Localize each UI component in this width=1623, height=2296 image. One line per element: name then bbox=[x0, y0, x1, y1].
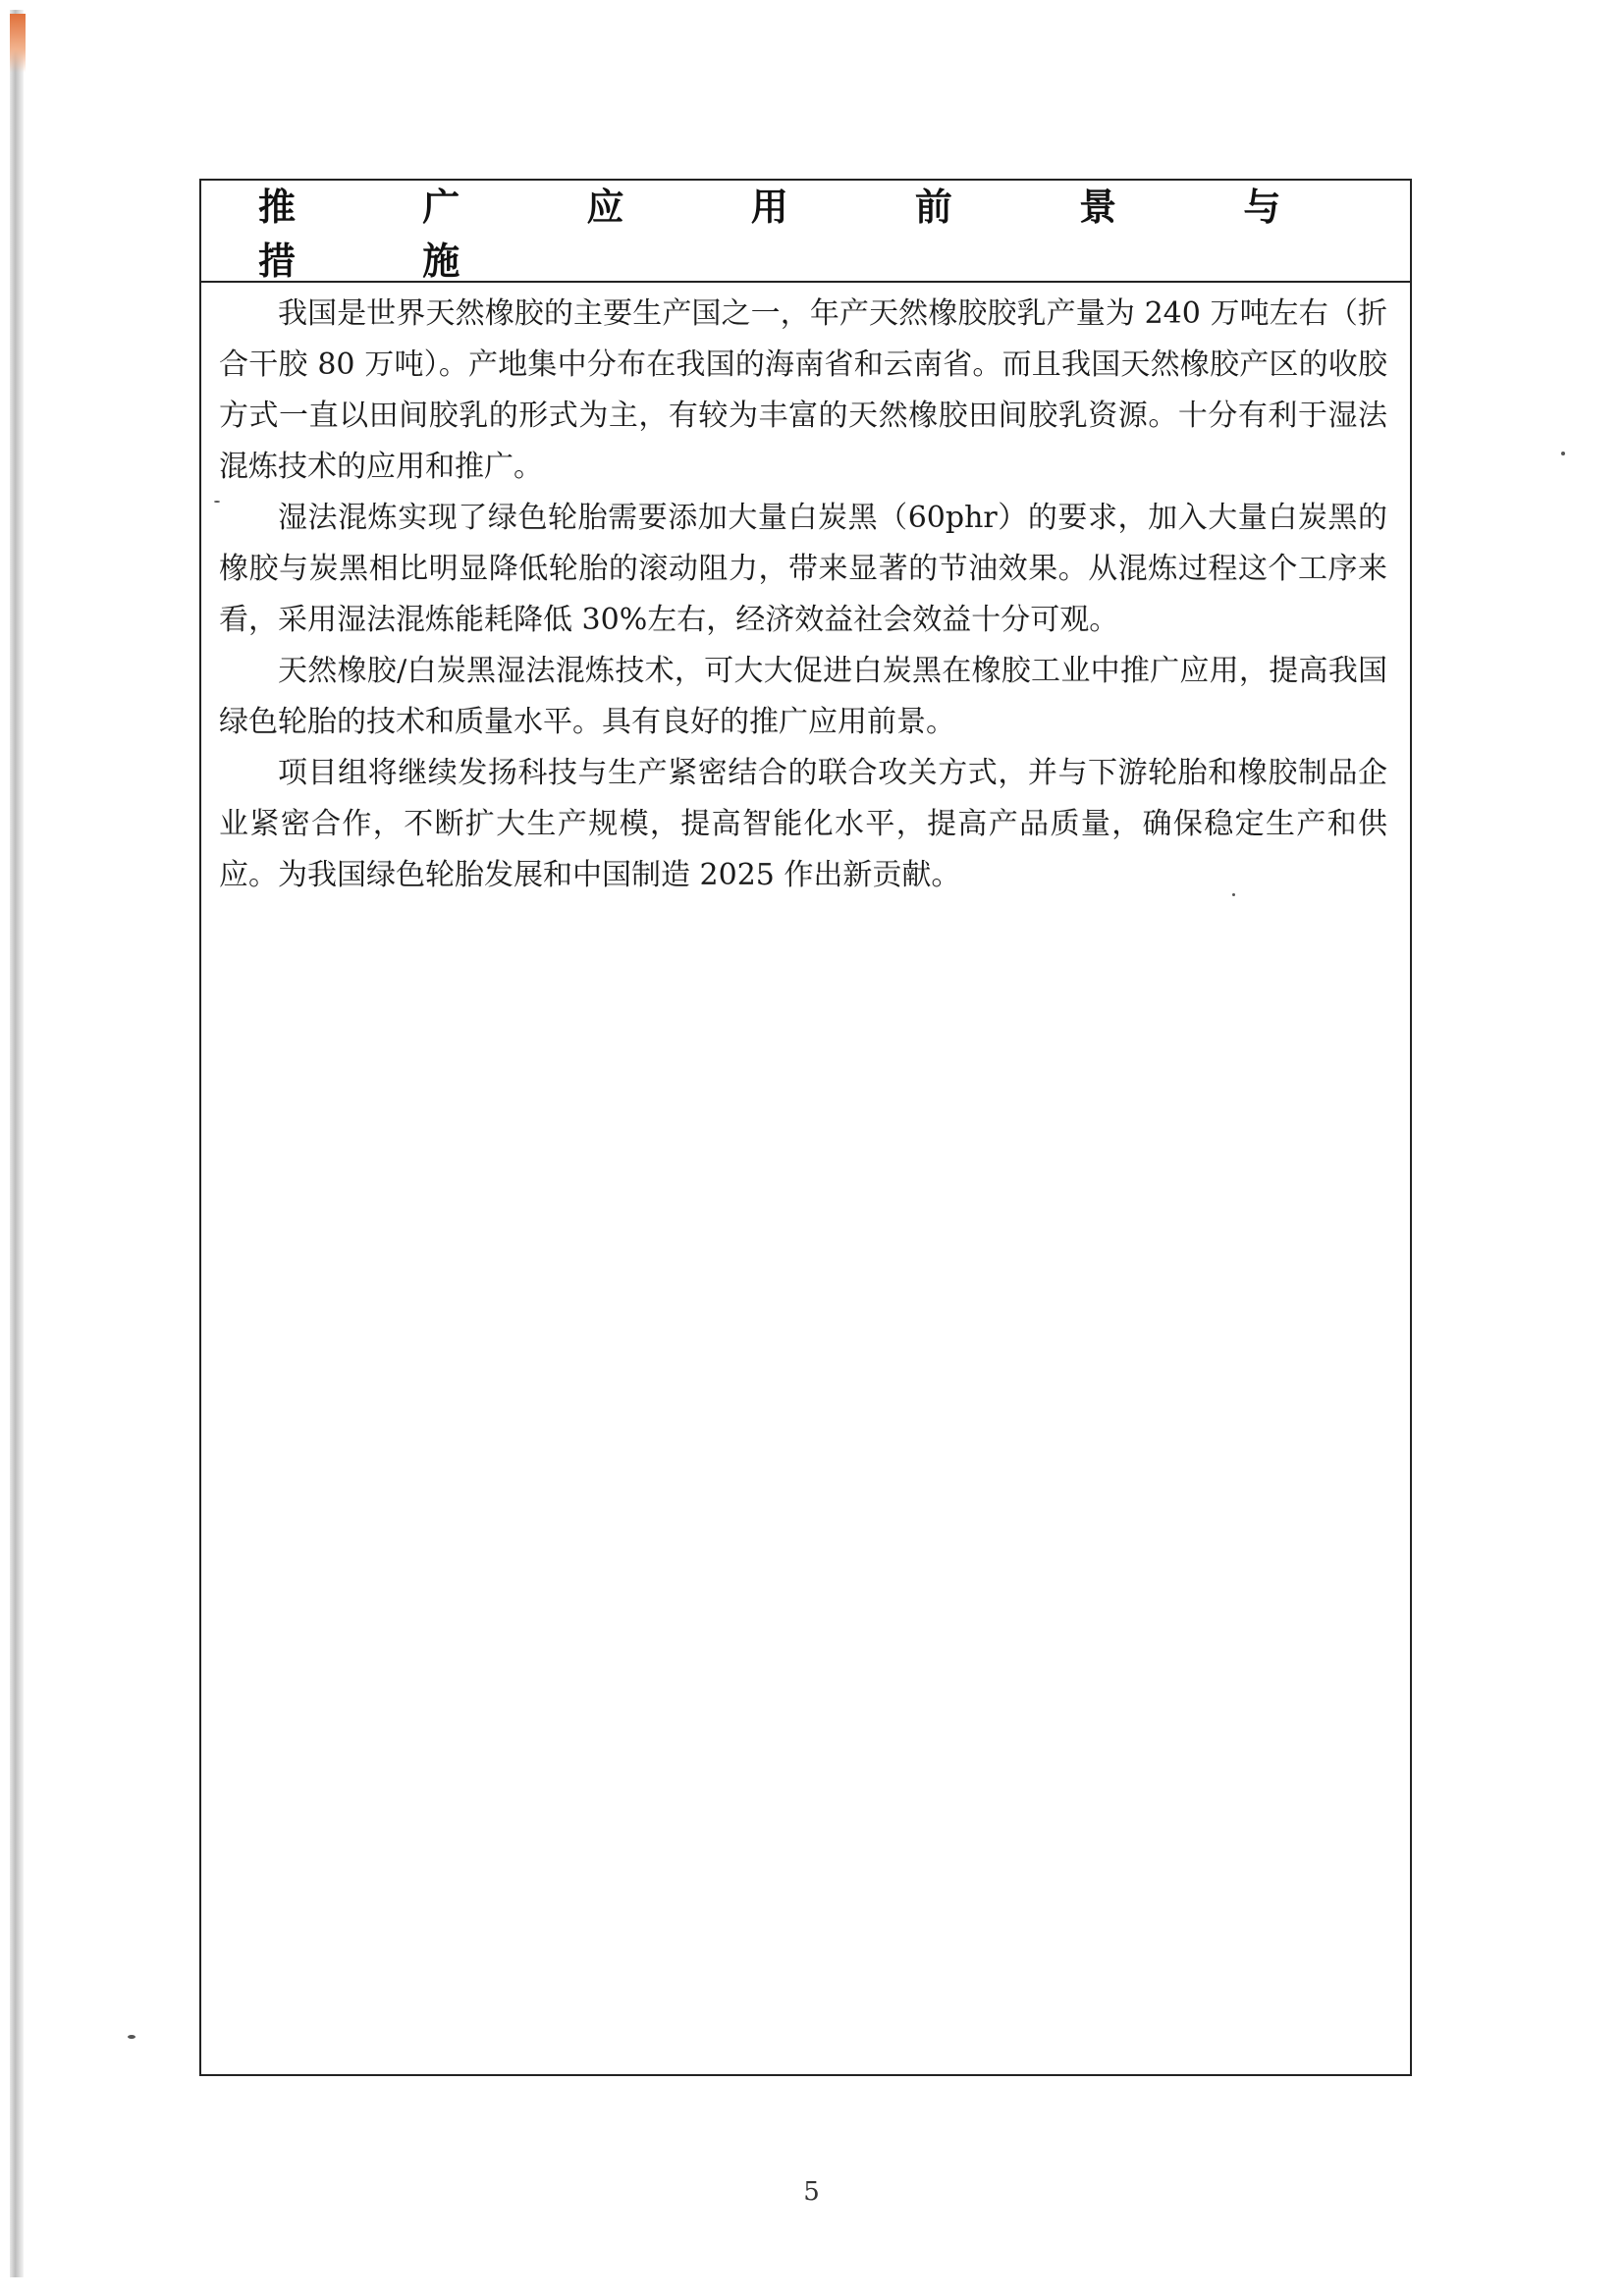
content-table bbox=[199, 179, 1412, 2076]
paragraph: 我国是世界天然橡胶的主要生产国之一，年产天然橡胶胶乳产量为 240 万吨左右（折合干胶 80 万吨）。产地集中分布在我国的海南省和云南省。而且我国天然橡胶产区的收胶方式一直以田间胶乳的形式为主，有较为丰富的天然橡胶田间胶乳资源。十分有利于湿法混炼技术的应用和推广。 bbox=[219, 296, 1387, 484]
scan-edge-mark bbox=[10, 14, 26, 73]
section-title: 推 广 应 用 前 景 与 措 施 bbox=[258, 186, 1338, 283]
paragraph: 湿法混炼实现了绿色轮胎需要添加大量白炭黑（60phr）的要求，加入大量白炭黑的橡胶与炭黑相比明显降低轮胎的滚动阻力，带来显著的节油效果。从混炼过程这个工序来看，采用湿法混炼能耗降低 30%左右，经济效益社会效益十分可观。 bbox=[219, 501, 1387, 637]
paragraph: 项目组将继续发扬科技与生产紧密结合的联合攻关方式，并与下游轮胎和橡胶制品企业紧密合作，不断扩大生产规模，提高智能化水平，提高产品质量，确保稳定生产和供应。为我国绿色轮胎发展和中国制造 2025 作出新贡献。 bbox=[219, 756, 1387, 892]
scan-edge-shadow bbox=[10, 10, 24, 2277]
scan-speck bbox=[1561, 452, 1565, 455]
body-text bbox=[219, 289, 1387, 901]
page-number: 5 bbox=[803, 2177, 820, 2207]
scan-speck bbox=[128, 2035, 135, 2039]
title-row bbox=[201, 181, 1410, 283]
paragraph: 天然橡胶/白炭黑湿法混炼技术，可大大促进白炭黑在橡胶工业中推广应用，提高我国绿色轮胎的技术和质量水平。具有良好的推广应用前景。 bbox=[219, 654, 1387, 739]
